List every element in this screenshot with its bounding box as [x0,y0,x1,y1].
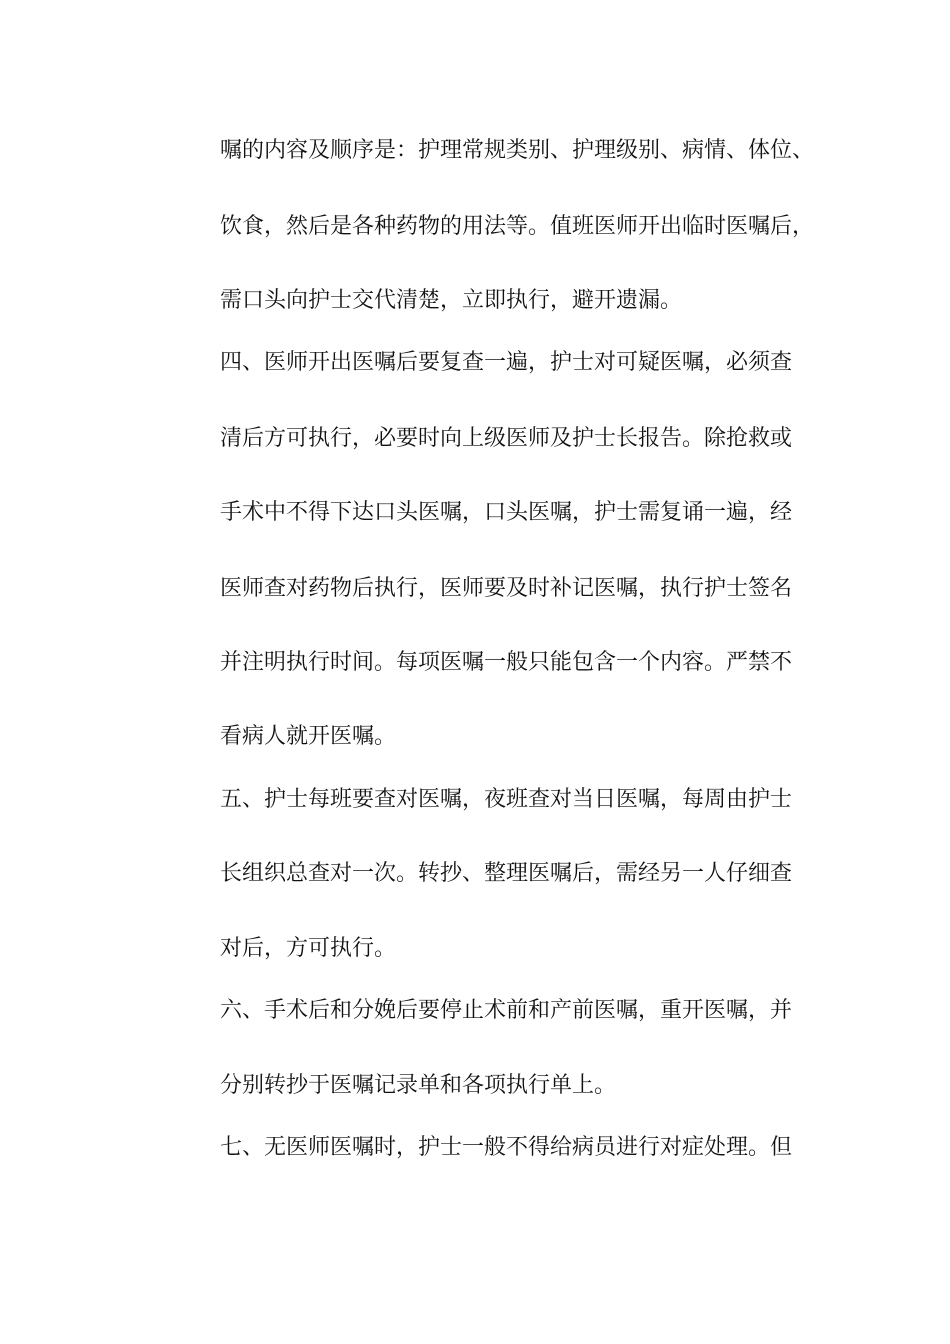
paragraph-line: 长组织总查对一次。转抄、整理医嘱后，需经另一人仔细查 [220,861,793,886]
paragraph-line: 需口头向护士交代清楚，立即执行，避开遗漏。 [220,288,683,313]
paragraph-line: 手术中不得下达口头医嘱，口头医嘱，护士需复诵一遍，经 [220,500,793,525]
paragraph-line: 五、护士每班要查对医嘱，夜班查对当日医嘱，每周由护士 [220,787,793,812]
paragraph-line: 四、医师开出医嘱后要复查一遍，护士对可疑医嘱，必须查 [220,350,793,375]
paragraph-line: 嘱的内容及顺序是：护理常规类别、护理级别、病情、体位、 [220,138,815,163]
paragraph-line: 医师查对药物后执行，医师要及时补记医嘱，执行护士签名 [220,576,793,601]
paragraph-line: 并注明执行时间。每项医嘱一般只能包含一个内容。严禁不 [220,650,793,675]
paragraph-line: 对后，方可执行。 [220,936,397,961]
paragraph-line: 看病人就开医嘱。 [220,724,397,749]
paragraph-line: 六、手术后和分娩后要停止术前和产前医嘱，重开医嘱，并 [220,998,793,1023]
paragraph-line: 七、无医师医嘱时，护士一般不得给病员进行对症处理。但 [220,1135,793,1160]
paragraph-line: 清后方可执行，必要时向上级医师及护士长报告。除抢救或 [220,426,793,451]
paragraph-line: 饮食，然后是各种药物的用法等。值班医师开出临时医嘱后， [220,214,815,239]
paragraph-line: 分别转抄于医嘱记录单和各项执行单上。 [220,1073,617,1098]
